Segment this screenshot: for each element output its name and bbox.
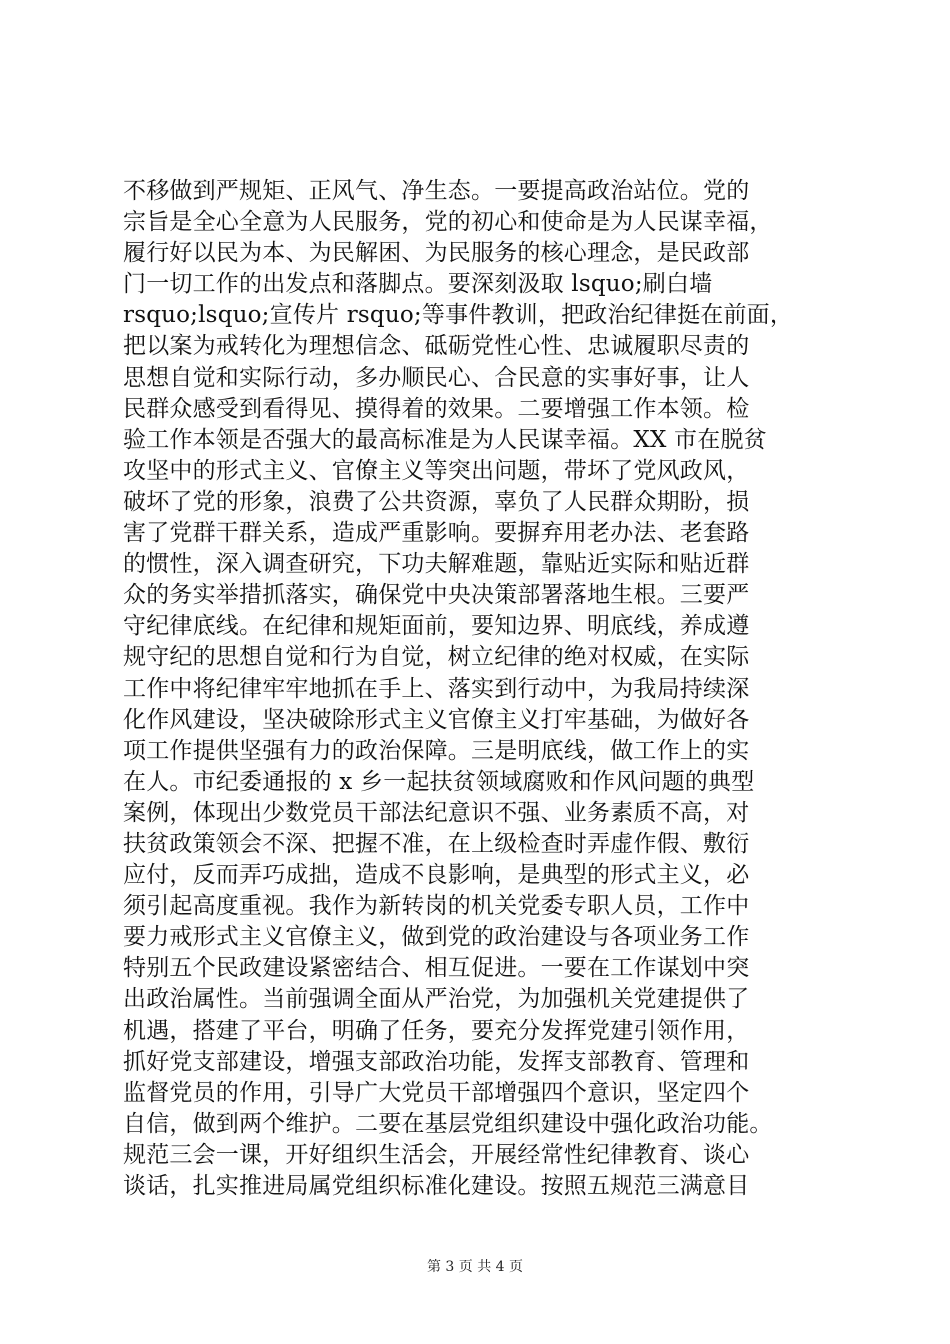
text-line: 守纪律底线。在纪律和规矩面前，要知边界、明底线，养成遵 xyxy=(123,613,750,640)
text-line: 案例，体现出少数党员干部法纪意识不强、业务素质不高，对 xyxy=(123,799,750,826)
text-line: 民群众感受到看得见、摸得着的效果。二要增强工作本领。检 xyxy=(123,395,750,422)
text-line: 在人。市纪委通报的 x 乡一起扶贫领域腐败和作风问题的典型 xyxy=(123,768,755,795)
text-line: rsquo;lsquo;宣传片 rsquo;等事件教训，把政治纪律挺在前面， xyxy=(123,302,794,329)
text-line: 项工作提供坚强有力的政治保障。三是明底线，做工作上的实 xyxy=(123,737,750,764)
text-line: 的惯性，深入调查研究，下功夫解难题，靠贴近实际和贴近群 xyxy=(123,551,750,578)
text-line: 谈话，扎实推进局属党组织标准化建设。按照五规范三满意目 xyxy=(123,1173,750,1199)
text-line: 化作风建设，坚决破除形式主义官僚主义打牢基础，为做好各 xyxy=(123,706,750,733)
body-text xyxy=(123,176,843,1202)
text-line: 规范三会一课，开好组织生活会，开展经常性纪律教育、谈心 xyxy=(123,1141,750,1168)
text-line: 监督党员的作用，引导广大党员干部增强四个意识，坚定四个 xyxy=(123,1079,750,1106)
text-line: 工作中将纪律牢牢地抓在手上、落实到行动中，为我局持续深 xyxy=(123,675,750,702)
text-line: 特别五个民政建设紧密结合、相互促进。一要在工作谋划中突 xyxy=(123,955,750,982)
text-line: 抓好党支部建设，增强支部政治功能，发挥支部教育、管理和 xyxy=(123,1048,750,1075)
text-line: 履行好以民为本、为民解困、为民服务的核心理念，是民政部 xyxy=(123,240,750,267)
text-line: 应付，反而弄巧成拙，造成不良影响，是典型的形式主义，必 xyxy=(123,862,750,889)
page-footer: 第 3 页 共 4 页 xyxy=(426,1259,524,1275)
text-line: 机遇，搭建了平台，明确了任务，要充分发挥党建引领作用， xyxy=(123,1017,750,1044)
text-line: 众的务实举措抓落实，确保党中央决策部署落地生根。三要严 xyxy=(123,582,750,609)
text-line: 不移做到严规矩、正风气、净生态。一要提高政治站位。党的 xyxy=(123,178,750,204)
text-line: 规守纪的思想自觉和行为自觉，树立纪律的绝对权威，在实际 xyxy=(123,644,750,671)
text-line: 扶贫政策领会不深、把握不准，在上级检查时弄虚作假、敷衍 xyxy=(123,830,750,857)
text-line: 门一切工作的出发点和落脚点。要深刻汲取 lsquo;刷白墙 xyxy=(123,271,713,298)
text-line: 自信，做到两个维护。二要在基层党组织建设中强化政治功能。 xyxy=(123,1110,773,1137)
text-line: 要力戒形式主义官僚主义，做到党的政治建设与各项业务工作 xyxy=(123,924,750,951)
text-line: 出政治属性。当前强调全面从严治党，为加强机关党建提供了 xyxy=(123,986,750,1013)
text-line: 思想自觉和实际行动，多办顺民心、合民意的实事好事，让人 xyxy=(123,364,750,391)
text-line: 宗旨是全心全意为人民服务，党的初心和使命是为人民谋幸福， xyxy=(123,209,773,236)
text-line: 害了党群干群关系，造成严重影响。要摒弃用老办法、老套路 xyxy=(123,520,750,547)
text-line: 攻坚中的形式主义、官僚主义等突出问题，带坏了党风政风， xyxy=(123,457,750,484)
text-line: 破坏了党的形象，浪费了公共资源，辜负了人民群众期盼，损 xyxy=(123,488,750,515)
text-line: 须引起高度重视。我作为新转岗的机关党委专职人员，工作中 xyxy=(123,893,750,920)
text-line: 验工作本领是否强大的最高标准是为人民谋幸福。XX 市在脱贫 xyxy=(123,426,767,453)
text-line: 把以案为戒转化为理想信念、砥砺党性心性、忠诚履职尽责的 xyxy=(123,333,750,360)
